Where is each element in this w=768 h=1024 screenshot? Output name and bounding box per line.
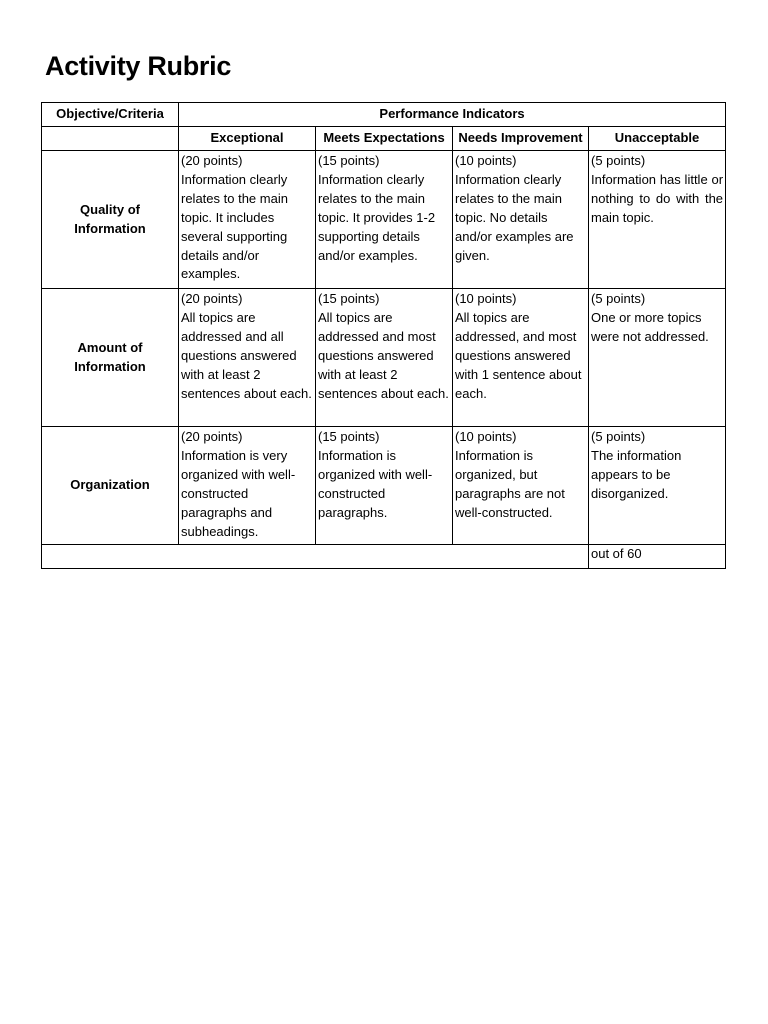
- header-row: [42, 103, 726, 127]
- indicator-cell: [453, 289, 589, 427]
- indicator-cell: [589, 151, 726, 289]
- indicator-cell: [589, 289, 726, 427]
- points-label: (5 points): [591, 153, 646, 168]
- table-row: [42, 427, 726, 545]
- indicator-text: All topics are addressed and most questions answered with at least 2 sentences about each.: [318, 309, 449, 401]
- rubric-table: [41, 102, 726, 569]
- criteria-label: Amount of Information: [74, 340, 146, 374]
- objective-criteria-header: Objective/Criteria: [42, 103, 179, 127]
- indicator-cell: [179, 289, 316, 427]
- criteria-cell: [42, 289, 179, 427]
- level-header-exceptional: Exceptional: [179, 127, 316, 151]
- indicator-text: Information is organized, but paragraphs are not well-constructed.: [455, 447, 565, 520]
- indicator-text: Information is very organized with well-constructed paragraphs and subheadings.: [181, 447, 296, 539]
- indicator-cell: [179, 427, 316, 545]
- points-label: (20 points): [181, 429, 243, 444]
- indicator-text: All topics are addressed, and most questions answered with 1 sentence about each.: [455, 309, 582, 401]
- indicator-text: All topics are addressed and all questions answered with at least 2 sentences about each.: [181, 309, 312, 401]
- indicator-cell: [453, 151, 589, 289]
- indicator-text: One or more topics were not addressed.: [591, 309, 709, 344]
- points-label: (5 points): [591, 429, 646, 444]
- total-blank-cell: [42, 545, 589, 569]
- points-label: (15 points): [318, 153, 380, 168]
- points-label: (10 points): [455, 153, 517, 168]
- criteria-label: Organization: [70, 477, 150, 493]
- criteria-label: Quality of Information: [74, 202, 146, 236]
- points-label: (5 points): [591, 291, 646, 306]
- total-score-cell: out of 60: [589, 545, 726, 569]
- points-label: (20 points): [181, 291, 243, 306]
- level-header-needs-improvement: Needs Improvement: [453, 127, 589, 151]
- indicator-cell: [316, 151, 453, 289]
- indicator-cell: [316, 289, 453, 427]
- total-row: [42, 545, 726, 569]
- indicator-text: Information clearly relates to the main topic. It provides 1-2 supporting details and/or examples.: [318, 171, 436, 263]
- level-header-meets-expectations: Meets Expectations: [316, 127, 453, 151]
- indicator-text: Information clearly relates to the main topic. It includes several supporting details and/or examples.: [181, 171, 288, 282]
- points-label: (15 points): [318, 429, 380, 444]
- indicator-text: Information has little or nothing to do with the main topic.: [591, 171, 724, 225]
- points-label: (20 points): [181, 153, 243, 168]
- criteria-cell: [42, 151, 179, 289]
- blank-header-cell: [42, 127, 179, 151]
- indicator-cell: [589, 427, 726, 545]
- indicator-cell: [179, 151, 316, 289]
- level-header-unacceptable: Unacceptable: [589, 127, 726, 151]
- table-row: [42, 151, 726, 289]
- points-label: (10 points): [455, 429, 517, 444]
- indicator-cell: [316, 427, 453, 545]
- table-row: [42, 289, 726, 427]
- level-header-row: [42, 127, 726, 151]
- points-label: (10 points): [455, 291, 517, 306]
- indicator-text: Information clearly relates to the main topic. No details and/or examples are given.: [455, 171, 574, 263]
- indicator-cell: [453, 427, 589, 545]
- page-title: Activity Rubric: [45, 51, 232, 81]
- performance-indicators-header: Performance Indicators: [179, 103, 726, 127]
- indicator-text: Information is organized with well-constructed paragraphs.: [318, 447, 433, 520]
- points-label: (15 points): [318, 291, 380, 306]
- indicator-text: The information appears to be disorganized.: [591, 447, 682, 501]
- criteria-cell: [42, 427, 179, 545]
